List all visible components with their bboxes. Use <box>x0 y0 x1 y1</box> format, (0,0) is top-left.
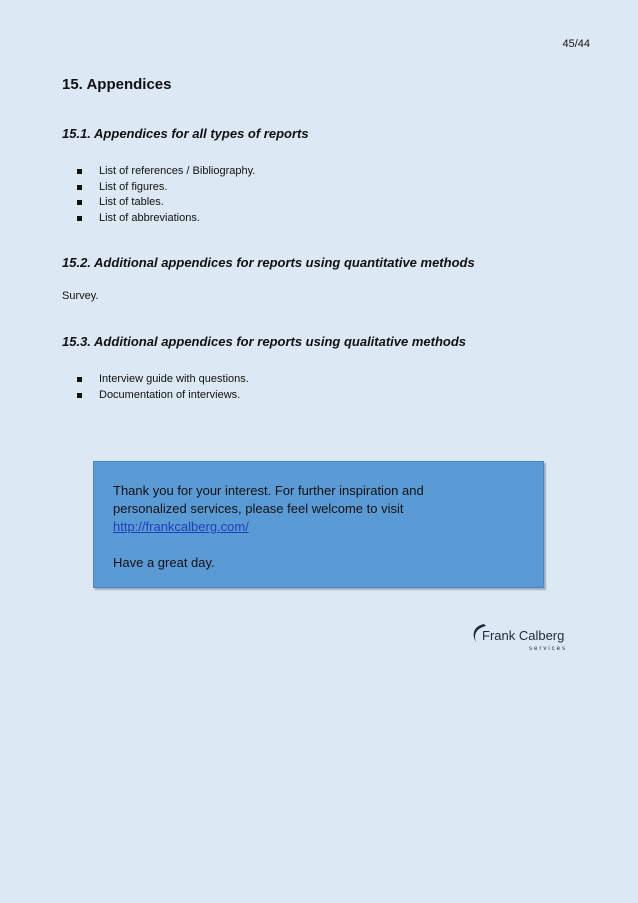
list-item-text: List of tables. <box>99 196 164 208</box>
callout-line-2: personalized services, please feel welcome to visit <box>113 501 404 516</box>
list-item-text: List of figures. <box>99 180 168 193</box>
thank-you-callout <box>93 461 544 588</box>
list-item <box>62 195 255 211</box>
list-item-text: List of abbreviations. <box>99 211 200 224</box>
logo-tagline: services <box>529 646 568 652</box>
bullet-square-icon <box>77 216 82 221</box>
bullet-list-qualitative <box>62 372 249 403</box>
list-item <box>62 372 249 388</box>
bullet-square-icon <box>77 393 82 398</box>
list-item <box>62 180 255 196</box>
list-item-text: Documentation of interviews. <box>99 388 241 401</box>
section-heading-all-reports: 15.1. Appendices for all types of reports <box>62 126 309 141</box>
page-heading: 15. Appendices <box>62 76 172 93</box>
bullet-list-all-reports <box>62 164 255 226</box>
list-item-text: List of references / Bibliography. <box>99 165 256 177</box>
website-link[interactable]: http://frankcalberg.com/ <box>113 519 249 534</box>
logo-name: Frank Calberg <box>482 628 565 643</box>
callout-line-1: Thank you for your interest. For further inspiration and <box>113 483 424 498</box>
page-number: 45/44 <box>562 38 590 50</box>
bullet-square-icon <box>77 200 82 205</box>
section-heading-qualitative: 15.3. Additional appendices for reports using qualitative methods <box>62 334 467 349</box>
callout-spacer <box>113 536 525 554</box>
list-item-text: Interview guide with questions. <box>99 373 249 385</box>
bullet-square-icon <box>77 169 82 174</box>
list-item <box>62 211 255 227</box>
list-item <box>62 388 249 404</box>
section-heading-quantitative: 15.2. Additional appendices for reports using quantitative methods <box>62 255 475 270</box>
bullet-square-icon <box>77 377 82 382</box>
callout-closing: Have a great day. <box>113 555 215 570</box>
frank-calberg-logo <box>470 620 576 654</box>
list-item <box>62 164 255 180</box>
quantitative-text: Survey. <box>62 290 99 302</box>
bullet-square-icon <box>77 185 82 190</box>
